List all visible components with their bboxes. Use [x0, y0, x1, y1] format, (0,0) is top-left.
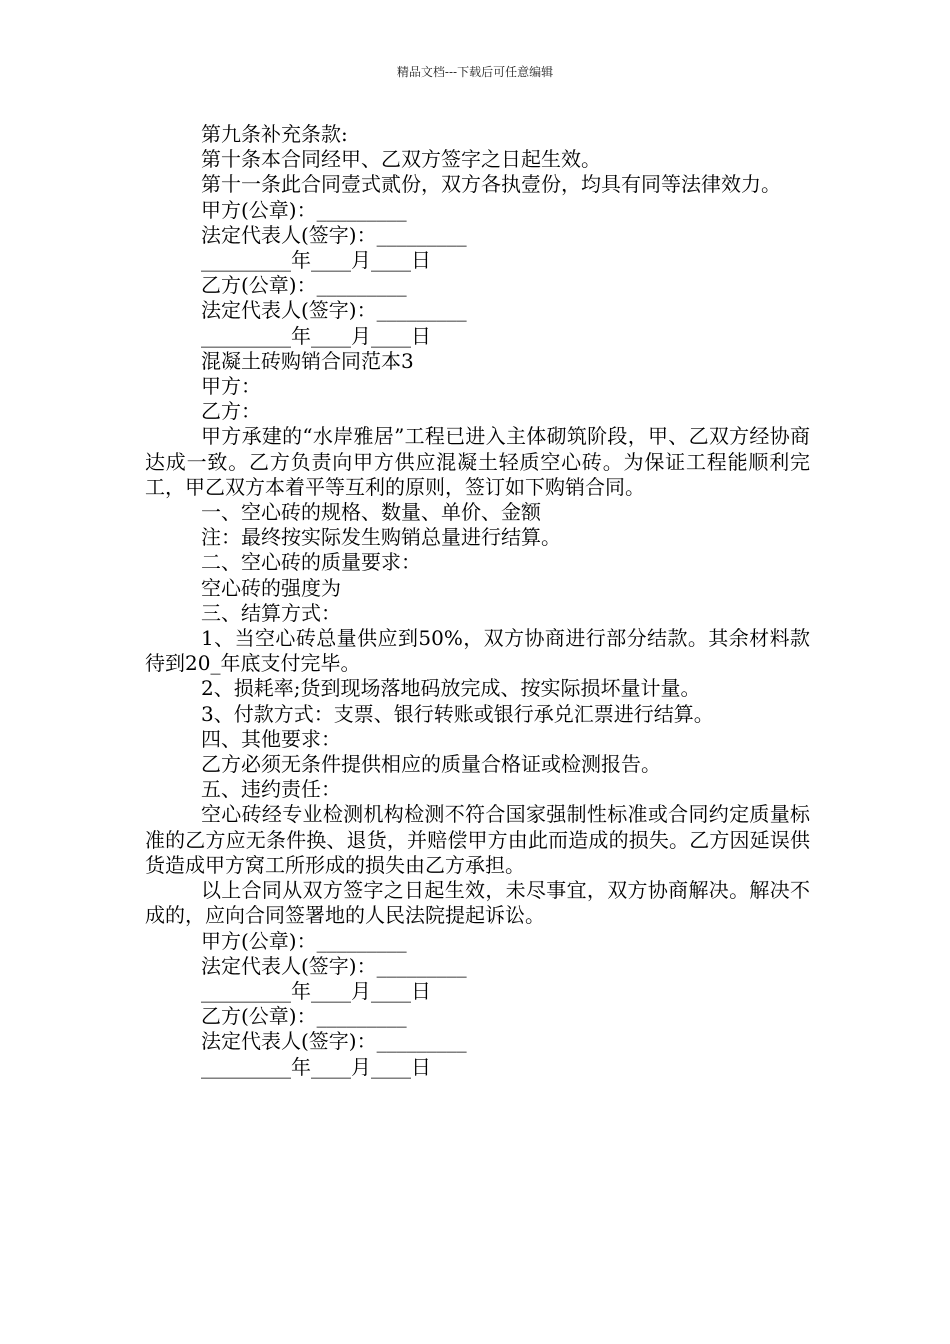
clause-9: 第九条补充条款:	[201, 122, 348, 146]
section-2-text: 空心砖的强度为	[201, 575, 341, 600]
section-1-note: 注：最终按实际发生购销总量进行结算。	[201, 525, 561, 550]
effective-clause: 以上合同从双方签字之日起生效，未尽事宜，双方协商解决。解决不成的，应向合同签署地的人民法院提起诉讼。	[145, 878, 810, 928]
section-3-item-1: 1、当空心砖总量供应到50%，双方协商进行部分结款。其余材料款待到20_年底支付完毕。	[145, 626, 810, 676]
party-b-representative-line-2: 法定代表人(签字)：_________	[201, 1029, 467, 1054]
party-a-representative-line: 法定代表人(签字)：_________	[201, 222, 467, 247]
section-2-heading: 二、空心砖的质量要求：	[201, 550, 421, 575]
section-5-heading: 五、违约责任：	[201, 777, 341, 802]
page-header: 精品文档---下载后可任意编辑	[396, 65, 554, 79]
party-a-seal-line-2: 甲方(公章)：_________	[201, 928, 407, 953]
section-3-item-2: 2、损耗率;货到现场落地码放完成、按实际损坏量计量。	[201, 676, 701, 701]
party-a-seal-line: 甲方(公章)：_________	[201, 197, 407, 222]
party-a-date-line: _________年____月____日	[201, 248, 431, 273]
preamble-paragraph: 甲方承建的“水岸雅居”工程已进入主体砌筑阶段，甲、乙双方经协商达成一致。乙方负责向甲方供应混凝土轻质空心砖。为保证工程能顺利完工，甲乙双方本着平等互利的原则，签订如下购销合同。	[145, 424, 810, 499]
party-b-label: 乙方：	[201, 399, 261, 424]
section-5-text: 空心砖经专业检测机构检测不符合国家强制性标准或合同约定质量标准的乙方应无条件换、退货，并赔偿甲方由此而造成的损失。乙方因延误供货造成甲方窝工所形成的损失由乙方承担。	[145, 802, 810, 877]
party-b-date-line-2: _________年____月____日	[201, 1054, 431, 1079]
section-1-heading: 一、空心砖的规格、数量、单价、金额	[201, 500, 541, 525]
section-3-heading: 三、结算方式：	[201, 600, 341, 625]
section-3-item-3: 3、付款方式：支票、银行转账或银行承兑汇票进行结算。	[201, 701, 714, 726]
document-body	[145, 122, 810, 1080]
party-a-label: 甲方：	[201, 374, 261, 399]
party-a-representative-line-2: 法定代表人(签字)：_________	[201, 953, 467, 978]
clause-10: 第十条本合同经甲、乙双方签字之日起生效。	[201, 147, 601, 172]
party-b-seal-line-2: 乙方(公章)：_________	[201, 1004, 407, 1029]
section-4-heading: 四、其他要求：	[201, 726, 341, 751]
party-a-date-line-2: _________年____月____日	[201, 978, 431, 1003]
party-b-representative-line: 法定代表人(签字)：_________	[201, 298, 467, 323]
contract-title: 混凝土砖购销合同范本3	[201, 348, 414, 373]
clause-11: 第十一条此合同壹式贰份，双方各执壹份，均具有同等法律效力。	[201, 172, 781, 197]
party-b-seal-line: 乙方(公章)：_________	[201, 273, 407, 298]
section-4-text: 乙方必须无条件提供相应的质量合格证或检测报告。	[201, 752, 661, 777]
party-b-date-line: _________年____月____日	[201, 323, 431, 348]
